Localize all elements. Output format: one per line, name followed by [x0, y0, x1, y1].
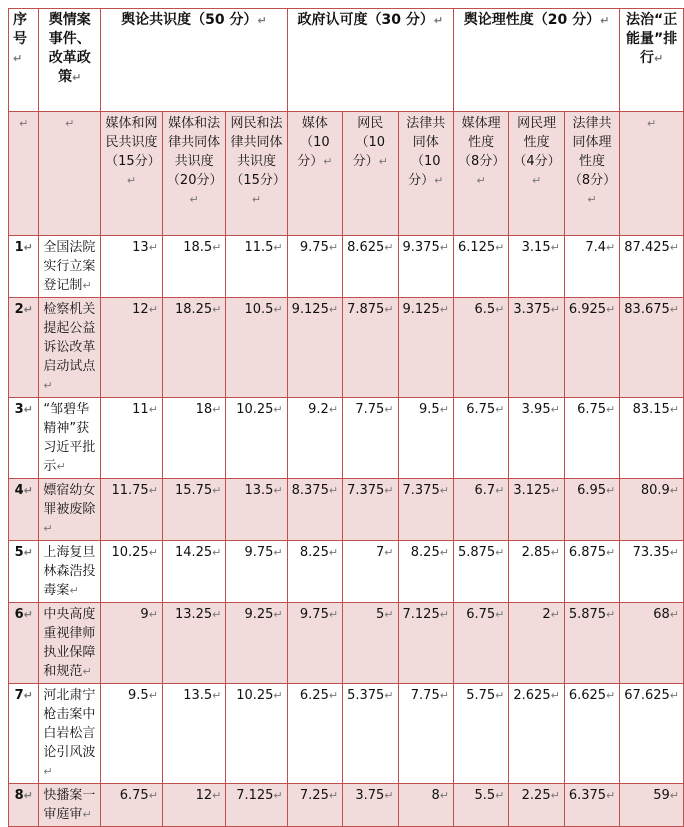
row-score: 9.75↵	[287, 603, 342, 684]
row-score: 18.5↵	[162, 236, 225, 298]
row-event-name: 中央高度重视律师执业保障和规范↵	[39, 603, 101, 684]
row-score: 10.25↵	[101, 541, 163, 603]
row-index: 2↵	[9, 298, 39, 398]
row-score: 10.25↵	[226, 398, 287, 479]
row-score: 18↵	[162, 398, 225, 479]
row-score: 5.75↵	[453, 684, 508, 784]
subheader-row	[9, 112, 684, 236]
row-score: 7.25↵	[287, 784, 342, 827]
row-score: 3.95↵	[509, 398, 564, 479]
header-rank: 法治“正能量”排行↵	[620, 9, 684, 112]
table-row	[9, 398, 684, 479]
row-rank-score: 83.15↵	[620, 398, 684, 479]
row-score: 7.125↵	[226, 784, 287, 827]
row-score: 5.5↵	[453, 784, 508, 827]
row-score: 8.25↵	[398, 541, 453, 603]
row-score: 6.875↵	[564, 541, 619, 603]
row-score: 13.5↵	[162, 684, 225, 784]
ranking-table	[8, 8, 684, 827]
row-event-name: 上海复旦林森浩投毒案↵	[39, 541, 101, 603]
row-score: 7↵	[343, 541, 398, 603]
table-row	[9, 541, 684, 603]
row-score: 2↵	[509, 603, 564, 684]
subheader-blank-event: ↵	[39, 112, 101, 236]
table-row	[9, 298, 684, 398]
row-score: 6.75↵	[453, 603, 508, 684]
row-score: 7.125↵	[398, 603, 453, 684]
table-row	[9, 479, 684, 541]
row-score: 18.25↵	[162, 298, 225, 398]
header-government-group: 政府认可度（30 分）↵	[287, 9, 453, 112]
row-score: 7.375↵	[398, 479, 453, 541]
row-score: 5↵	[343, 603, 398, 684]
row-rank-score: 59↵	[620, 784, 684, 827]
row-score: 9.125↵	[287, 298, 342, 398]
row-score: 6.625↵	[564, 684, 619, 784]
row-score: 6.125↵	[453, 236, 508, 298]
row-score: 13↵	[101, 236, 163, 298]
subheader-blank-index: ↵	[9, 112, 39, 236]
row-event-name: 河北肃宁枪击案中白岩松言论引风波↵	[39, 684, 101, 784]
row-score: 9.75↵	[287, 236, 342, 298]
row-rank-score: 68↵	[620, 603, 684, 684]
subheader-cell: 网民和法律共同体共识度（15分）↵	[226, 112, 287, 236]
row-score: 7.75↵	[398, 684, 453, 784]
row-score: 9.75↵	[226, 541, 287, 603]
row-event-name: 检察机关提起公益诉讼改革启动试点↵	[39, 298, 101, 398]
row-score: 8.25↵	[287, 541, 342, 603]
subheader-cell: 媒体理性度（8分）↵	[453, 112, 508, 236]
row-score: 6.75↵	[101, 784, 163, 827]
row-score: 9↵	[101, 603, 163, 684]
row-score: 10.25↵	[226, 684, 287, 784]
row-score: 6.95↵	[564, 479, 619, 541]
row-score: 2.25↵	[509, 784, 564, 827]
row-score: 13.5↵	[226, 479, 287, 541]
header-event: 舆情案事件、改革政策↵	[39, 9, 101, 112]
row-event-name: 全国法院实行立案登记制↵	[39, 236, 101, 298]
row-score: 6.375↵	[564, 784, 619, 827]
row-score: 11.75↵	[101, 479, 163, 541]
row-score: 6.75↵	[453, 398, 508, 479]
row-score: 7.375↵	[343, 479, 398, 541]
row-score: 9.375↵	[398, 236, 453, 298]
row-event-name: “邹碧华精神”获习近平批示↵	[39, 398, 101, 479]
row-index: 3↵	[9, 398, 39, 479]
row-index: 6↵	[9, 603, 39, 684]
subheader-cell: 媒体和法律共同体共识度（20分）↵	[162, 112, 225, 236]
row-score: 3.75↵	[343, 784, 398, 827]
row-score: 11↵	[101, 398, 163, 479]
row-score: 12↵	[101, 298, 163, 398]
row-score: 6.75↵	[564, 398, 619, 479]
row-score: 6.25↵	[287, 684, 342, 784]
row-rank-score: 67.625↵	[620, 684, 684, 784]
row-rank-score: 87.425↵	[620, 236, 684, 298]
row-score: 6.925↵	[564, 298, 619, 398]
row-score: 11.5↵	[226, 236, 287, 298]
row-index: 8↵	[9, 784, 39, 827]
row-score: 6.7↵	[453, 479, 508, 541]
row-score: 8.625↵	[343, 236, 398, 298]
row-score: 7.4↵	[564, 236, 619, 298]
row-score: 9.2↵	[287, 398, 342, 479]
row-score: 6.5↵	[453, 298, 508, 398]
subheader-cell: 媒体（10分）↵	[287, 112, 342, 236]
row-score: 9.5↵	[101, 684, 163, 784]
row-score: 5.375↵	[343, 684, 398, 784]
row-score: 8.375↵	[287, 479, 342, 541]
row-score: 5.875↵	[564, 603, 619, 684]
header-row	[9, 9, 684, 112]
row-rank-score: 80.9↵	[620, 479, 684, 541]
row-index: 4↵	[9, 479, 39, 541]
row-score: 15.75↵	[162, 479, 225, 541]
header-index: 序号↵	[9, 9, 39, 112]
row-index: 1↵	[9, 236, 39, 298]
subheader-cell: 媒体和网民共识度（15分）↵	[101, 112, 163, 236]
row-score: 13.25↵	[162, 603, 225, 684]
row-score: 2.85↵	[509, 541, 564, 603]
subheader-cell: 网民理性度（4分）↵	[509, 112, 564, 236]
subheader-cell: 网民（10分）↵	[343, 112, 398, 236]
row-score: 7.875↵	[343, 298, 398, 398]
row-score: 8↵	[398, 784, 453, 827]
subheader-blank-rank: ↵	[620, 112, 684, 236]
row-score: 14.25↵	[162, 541, 225, 603]
row-score: 9.25↵	[226, 603, 287, 684]
row-event-name: 快播案一审庭审↵	[39, 784, 101, 827]
row-score: 3.15↵	[509, 236, 564, 298]
row-score: 3.375↵	[509, 298, 564, 398]
header-consensus-group: 舆论共识度（50 分）↵	[101, 9, 288, 112]
subheader-cell: 法律共同体理性度（8分）↵	[564, 112, 619, 236]
table-row	[9, 603, 684, 684]
row-score: 5.875↵	[453, 541, 508, 603]
table-row	[9, 784, 684, 827]
subheader-cell: 法律共同体（10分）↵	[398, 112, 453, 236]
table-row	[9, 236, 684, 298]
row-rank-score: 83.675↵	[620, 298, 684, 398]
row-score: 3.125↵	[509, 479, 564, 541]
row-score: 9.5↵	[398, 398, 453, 479]
row-score: 7.75↵	[343, 398, 398, 479]
table-row	[9, 684, 684, 784]
row-rank-score: 73.35↵	[620, 541, 684, 603]
row-score: 2.625↵	[509, 684, 564, 784]
row-index: 5↵	[9, 541, 39, 603]
row-score: 12↵	[162, 784, 225, 827]
row-score: 9.125↵	[398, 298, 453, 398]
row-index: 7↵	[9, 684, 39, 784]
row-score: 10.5↵	[226, 298, 287, 398]
row-event-name: 嫖宿幼女罪被废除↵	[39, 479, 101, 541]
header-rational-group: 舆论理性度（20 分）↵	[453, 9, 619, 112]
